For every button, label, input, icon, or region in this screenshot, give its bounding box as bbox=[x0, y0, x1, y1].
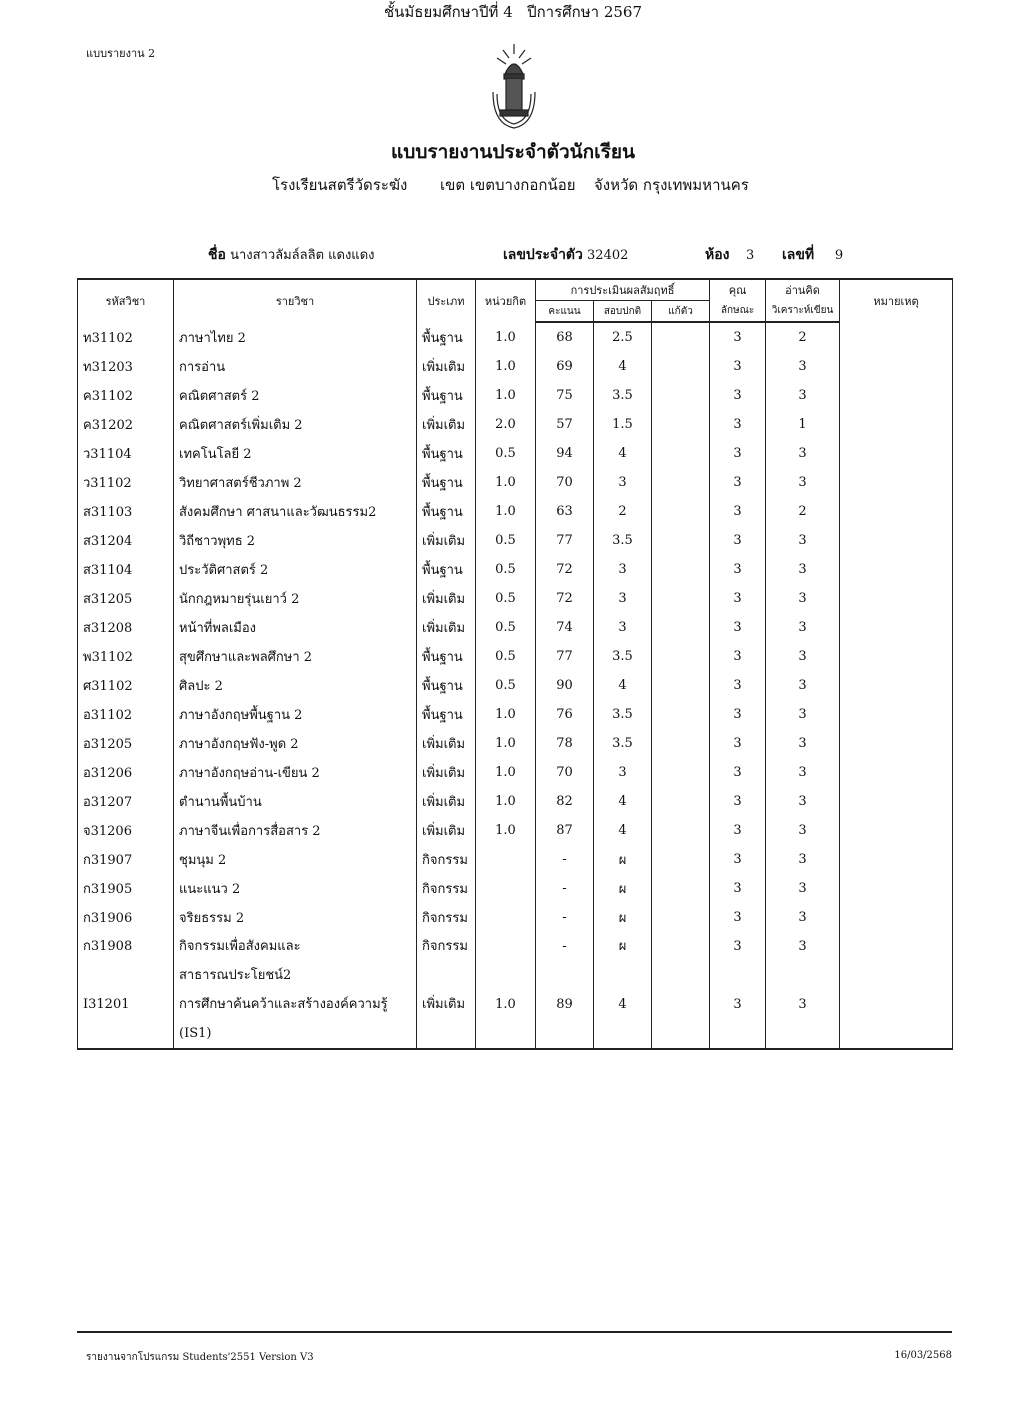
room-row bbox=[705, 244, 754, 266]
cell-code: ท31102 bbox=[78, 322, 174, 352]
cell-type: เพิ่มเติม bbox=[417, 816, 476, 845]
cell-subject: การศึกษาค้นคว้าและสร้างองค์ความรู้ (IS1) bbox=[174, 990, 417, 1049]
header-retest: แก้ตัว bbox=[652, 301, 710, 323]
cell-characteristics: 3 bbox=[710, 758, 766, 787]
table-row bbox=[78, 845, 953, 874]
table-row bbox=[78, 584, 953, 613]
cell-characteristics: 3 bbox=[710, 845, 766, 874]
district: เขต เขตบางกอกน้อย bbox=[440, 176, 576, 194]
province: จังหวัด กรุงเทพมหานคร bbox=[594, 176, 749, 194]
cell-retest bbox=[652, 410, 710, 439]
cell-credits: 1.0 bbox=[476, 497, 536, 526]
header-read-1: อ่านคิด bbox=[766, 279, 840, 301]
footer-divider bbox=[77, 1331, 952, 1333]
cell-code: อ31205 bbox=[78, 729, 174, 758]
cell-credits: 2.0 bbox=[476, 410, 536, 439]
cell-score: 78 bbox=[536, 729, 594, 758]
cell-credits: 0.5 bbox=[476, 584, 536, 613]
cell-score: 68 bbox=[536, 322, 594, 352]
cell-retest bbox=[652, 468, 710, 497]
cell-remark bbox=[840, 787, 953, 816]
header-char-1: คุณ bbox=[710, 279, 766, 301]
table-row bbox=[78, 671, 953, 700]
cell-subject: ภาษาอังกฤษพื้นฐาน 2 bbox=[174, 700, 417, 729]
table-row bbox=[78, 352, 953, 381]
cell-retest bbox=[652, 642, 710, 671]
cell-reading: 3 bbox=[766, 584, 840, 613]
cell-reading: 3 bbox=[766, 671, 840, 700]
cell-subject: สังคมศึกษา ศาสนาและวัฒนธรรม2 bbox=[174, 497, 417, 526]
cell-characteristics: 3 bbox=[710, 671, 766, 700]
cell-retest bbox=[652, 990, 710, 1049]
cell-reading: 3 bbox=[766, 700, 840, 729]
cell-retest bbox=[652, 700, 710, 729]
school-name: โรงเรียนสตรีวัดระฆัง bbox=[272, 176, 408, 194]
table-row bbox=[78, 381, 953, 410]
cell-type: กิจกรรม bbox=[417, 903, 476, 932]
cell-code: ค31202 bbox=[78, 410, 174, 439]
cell-characteristics: 3 bbox=[710, 352, 766, 381]
cell-grade: 3.5 bbox=[594, 700, 652, 729]
cell-type: เพิ่มเติม bbox=[417, 526, 476, 555]
cell-score: 90 bbox=[536, 671, 594, 700]
cell-remark bbox=[840, 526, 953, 555]
cell-characteristics: 3 bbox=[710, 642, 766, 671]
cell-retest bbox=[652, 758, 710, 787]
cell-subject: จริยธรรม 2 bbox=[174, 903, 417, 932]
cell-score: 70 bbox=[536, 758, 594, 787]
report-title: แบบรายงานประจำตัวนักเรียน bbox=[391, 141, 635, 163]
form-code: แบบรายงาน 2 bbox=[86, 47, 156, 60]
table-row bbox=[78, 642, 953, 671]
cell-code: ท31203 bbox=[78, 352, 174, 381]
header-grade: สอบปกติ bbox=[594, 301, 652, 323]
cell-type: เพิ่มเติม bbox=[417, 729, 476, 758]
cell-retest bbox=[652, 729, 710, 758]
cell-grade: 3.5 bbox=[594, 642, 652, 671]
cell-retest bbox=[652, 874, 710, 903]
cell-code: จ31206 bbox=[78, 816, 174, 845]
cell-remark bbox=[840, 932, 953, 990]
cell-subject: ภาษาอังกฤษอ่าน-เขียน 2 bbox=[174, 758, 417, 787]
cell-subject: สุขศึกษาและพลศึกษา 2 bbox=[174, 642, 417, 671]
cell-retest bbox=[652, 787, 710, 816]
cell-reading: 3 bbox=[766, 787, 840, 816]
cell-grade: ผ bbox=[594, 932, 652, 990]
cell-retest bbox=[652, 381, 710, 410]
cell-characteristics: 3 bbox=[710, 903, 766, 932]
cell-characteristics: 3 bbox=[710, 613, 766, 642]
cell-characteristics: 3 bbox=[710, 932, 766, 990]
cell-code: ว31104 bbox=[78, 439, 174, 468]
cell-subject: ศิลปะ 2 bbox=[174, 671, 417, 700]
cell-characteristics: 3 bbox=[710, 787, 766, 816]
cell-type: พื้นฐาน bbox=[417, 381, 476, 410]
cell-code: ค31102 bbox=[78, 381, 174, 410]
cell-credits: 1.0 bbox=[476, 700, 536, 729]
cell-credits: 0.5 bbox=[476, 613, 536, 642]
cell-reading: 3 bbox=[766, 816, 840, 845]
cell-subject: การอ่าน bbox=[174, 352, 417, 381]
cell-credits: 0.5 bbox=[476, 671, 536, 700]
cell-grade: 3.5 bbox=[594, 381, 652, 410]
cell-score: 57 bbox=[536, 410, 594, 439]
cell-code: อ31102 bbox=[78, 700, 174, 729]
cell-reading: 3 bbox=[766, 381, 840, 410]
header-code: รหัสวิชา bbox=[78, 279, 174, 322]
cell-subject: นักกฎหมายรุ่นเยาว์ 2 bbox=[174, 584, 417, 613]
cell-retest bbox=[652, 555, 710, 584]
cell-type: เพิ่มเติม bbox=[417, 410, 476, 439]
cell-characteristics: 3 bbox=[710, 555, 766, 584]
cell-type: พื้นฐาน bbox=[417, 642, 476, 671]
cell-credits bbox=[476, 903, 536, 932]
cell-retest bbox=[652, 613, 710, 642]
cell-credits bbox=[476, 932, 536, 990]
cell-type: เพิ่มเติม bbox=[417, 787, 476, 816]
cell-credits: 1.0 bbox=[476, 381, 536, 410]
cell-subject: ชุมนุม 2 bbox=[174, 845, 417, 874]
cell-retest bbox=[652, 584, 710, 613]
table-row bbox=[78, 787, 953, 816]
cell-reading: 2 bbox=[766, 497, 840, 526]
number-value: 9 bbox=[834, 248, 844, 263]
table-row bbox=[78, 990, 953, 1049]
cell-subject: วิทยาศาสตร์ชีวภาพ 2 bbox=[174, 468, 417, 497]
cell-characteristics: 3 bbox=[710, 584, 766, 613]
cell-characteristics: 3 bbox=[710, 381, 766, 410]
cell-remark bbox=[840, 700, 953, 729]
cell-code: ส31103 bbox=[78, 497, 174, 526]
cell-characteristics: 3 bbox=[710, 700, 766, 729]
table-row bbox=[78, 758, 953, 787]
table-row bbox=[78, 700, 953, 729]
grade-year-line bbox=[0, 0, 1026, 24]
header-subject: รายวิชา bbox=[174, 279, 417, 322]
grade-rows bbox=[78, 322, 953, 1049]
cell-credits: 0.5 bbox=[476, 642, 536, 671]
table-row bbox=[78, 322, 953, 352]
cell-reading: 3 bbox=[766, 526, 840, 555]
cell-subject: ประวัติศาสตร์ 2 bbox=[174, 555, 417, 584]
cell-score: - bbox=[536, 845, 594, 874]
cell-remark bbox=[840, 874, 953, 903]
cell-retest bbox=[652, 903, 710, 932]
cell-code: พ31102 bbox=[78, 642, 174, 671]
cell-grade: 3 bbox=[594, 584, 652, 613]
cell-credits: 1.0 bbox=[476, 729, 536, 758]
grades-table bbox=[77, 278, 953, 1050]
room-label: ห้อง bbox=[705, 247, 730, 263]
cell-grade: 2.5 bbox=[594, 322, 652, 352]
cell-remark bbox=[840, 410, 953, 439]
cell-remark bbox=[840, 758, 953, 787]
cell-score: 89 bbox=[536, 990, 594, 1049]
table-row bbox=[78, 932, 953, 990]
cell-subject: ตำนานพื้นบ้าน bbox=[174, 787, 417, 816]
cell-grade: 4 bbox=[594, 671, 652, 700]
cell-subject: คณิตศาสตร์เพิ่มเติม 2 bbox=[174, 410, 417, 439]
cell-reading: 3 bbox=[766, 729, 840, 758]
cell-reading: 3 bbox=[766, 352, 840, 381]
cell-retest bbox=[652, 439, 710, 468]
table-row bbox=[78, 555, 953, 584]
room-value: 3 bbox=[746, 248, 755, 263]
cell-characteristics: 3 bbox=[710, 439, 766, 468]
cell-grade: ผ bbox=[594, 845, 652, 874]
table-row bbox=[78, 729, 953, 758]
name-label: ชื่อ bbox=[208, 247, 226, 263]
cell-grade: 2 bbox=[594, 497, 652, 526]
cell-type: เพิ่มเติม bbox=[417, 990, 476, 1049]
cell-grade: 4 bbox=[594, 352, 652, 381]
header-read-2: วิเคราะห์เขียน bbox=[766, 301, 840, 323]
cell-reading: 3 bbox=[766, 990, 840, 1049]
cell-reading: 3 bbox=[766, 555, 840, 584]
table-row bbox=[78, 497, 953, 526]
cell-subject: ภาษาไทย 2 bbox=[174, 322, 417, 352]
header-char-2: ลักษณะ bbox=[710, 301, 766, 323]
cell-characteristics: 3 bbox=[710, 497, 766, 526]
cell-reading: 3 bbox=[766, 874, 840, 903]
cell-reading: 3 bbox=[766, 468, 840, 497]
cell-code: ส31208 bbox=[78, 613, 174, 642]
cell-characteristics: 3 bbox=[710, 729, 766, 758]
cell-subject: คณิตศาสตร์ 2 bbox=[174, 381, 417, 410]
cell-remark bbox=[840, 990, 953, 1049]
cell-type: พื้นฐาน bbox=[417, 439, 476, 468]
cell-remark bbox=[840, 439, 953, 468]
cell-type: พื้นฐาน bbox=[417, 555, 476, 584]
cell-code: ส31205 bbox=[78, 584, 174, 613]
cell-subject: กิจกรรมเพื่อสังคมและสาธารณประโยชน์2 bbox=[174, 932, 417, 990]
student-id: 32402 bbox=[587, 248, 629, 263]
cell-type: พื้นฐาน bbox=[417, 322, 476, 352]
cell-reading: 3 bbox=[766, 845, 840, 874]
cell-code: ศ31102 bbox=[78, 671, 174, 700]
cell-grade: 3 bbox=[594, 555, 652, 584]
grade-level: ชั้นมัธยมศึกษาปีที่ 4 bbox=[383, 3, 513, 21]
cell-remark bbox=[840, 352, 953, 381]
cell-grade: ผ bbox=[594, 874, 652, 903]
cell-type: เพิ่มเติม bbox=[417, 613, 476, 642]
cell-grade: 3 bbox=[594, 613, 652, 642]
header-assessment: การประเมินผลสัมฤทธิ์ bbox=[536, 279, 710, 301]
cell-retest bbox=[652, 497, 710, 526]
cell-credits: 1.0 bbox=[476, 816, 536, 845]
cell-credits bbox=[476, 845, 536, 874]
cell-retest bbox=[652, 816, 710, 845]
cell-score: - bbox=[536, 874, 594, 903]
cell-credits: 1.0 bbox=[476, 787, 536, 816]
cell-subject: เทคโนโลยี 2 bbox=[174, 439, 417, 468]
cell-subject: ภาษาอังกฤษฟัง-พูด 2 bbox=[174, 729, 417, 758]
cell-characteristics: 3 bbox=[710, 526, 766, 555]
cell-type: กิจกรรม bbox=[417, 874, 476, 903]
cell-subject: วิถีชาวพุทธ 2 bbox=[174, 526, 417, 555]
cell-score: 76 bbox=[536, 700, 594, 729]
cell-credits: 1.0 bbox=[476, 990, 536, 1049]
id-label: เลขประจำตัว bbox=[503, 247, 583, 263]
cell-score: 77 bbox=[536, 642, 594, 671]
cell-remark bbox=[840, 671, 953, 700]
cell-remark bbox=[840, 381, 953, 410]
cell-type: พื้นฐาน bbox=[417, 468, 476, 497]
cell-credits: 1.0 bbox=[476, 352, 536, 381]
cell-score: 75 bbox=[536, 381, 594, 410]
number-label: เลขที่ bbox=[782, 247, 815, 263]
cell-retest bbox=[652, 932, 710, 990]
table-row bbox=[78, 903, 953, 932]
cell-code: ก31905 bbox=[78, 874, 174, 903]
cell-credits bbox=[476, 874, 536, 903]
student-id-row bbox=[503, 244, 628, 266]
cell-remark bbox=[840, 497, 953, 526]
cell-type: กิจกรรม bbox=[417, 932, 476, 990]
cell-credits: 0.5 bbox=[476, 526, 536, 555]
cell-grade: 4 bbox=[594, 990, 652, 1049]
cell-score: 72 bbox=[536, 555, 594, 584]
cell-grade: 4 bbox=[594, 787, 652, 816]
cell-score: 63 bbox=[536, 497, 594, 526]
cell-characteristics: 3 bbox=[710, 322, 766, 352]
header-type: ประเภท bbox=[417, 279, 476, 322]
cell-code: ว31102 bbox=[78, 468, 174, 497]
cell-code: I31201 bbox=[78, 990, 174, 1049]
header-credits: หน่วยกิต bbox=[476, 279, 536, 322]
cell-grade: ผ bbox=[594, 903, 652, 932]
cell-characteristics: 3 bbox=[710, 990, 766, 1049]
cell-type: พื้นฐาน bbox=[417, 497, 476, 526]
cell-reading: 3 bbox=[766, 932, 840, 990]
cell-reading: 2 bbox=[766, 322, 840, 352]
cell-subject: แนะแนว 2 bbox=[174, 874, 417, 903]
cell-reading: 3 bbox=[766, 613, 840, 642]
student-name-row bbox=[208, 244, 374, 266]
school-crest-icon bbox=[487, 40, 541, 134]
header-remark: หมายเหตุ bbox=[840, 279, 953, 322]
cell-type: เพิ่มเติม bbox=[417, 352, 476, 381]
cell-characteristics: 3 bbox=[710, 410, 766, 439]
cell-code: อ31207 bbox=[78, 787, 174, 816]
cell-type: กิจกรรม bbox=[417, 845, 476, 874]
cell-code: ก31907 bbox=[78, 845, 174, 874]
cell-credits: 0.5 bbox=[476, 555, 536, 584]
cell-score: 72 bbox=[536, 584, 594, 613]
table-row bbox=[78, 439, 953, 468]
cell-score: - bbox=[536, 932, 594, 990]
cell-characteristics: 3 bbox=[710, 874, 766, 903]
student-name: นางสาวลัมล์ลลิต แดงแดง bbox=[230, 248, 375, 263]
header-score: คะแนน bbox=[536, 301, 594, 323]
cell-remark bbox=[840, 903, 953, 932]
cell-retest bbox=[652, 322, 710, 352]
cell-subject: หน้าที่พลเมือง bbox=[174, 613, 417, 642]
cell-score: 70 bbox=[536, 468, 594, 497]
cell-retest bbox=[652, 526, 710, 555]
footer-date: 16/03/2568 bbox=[894, 1350, 952, 1361]
cell-grade: 4 bbox=[594, 439, 652, 468]
table-row bbox=[78, 874, 953, 903]
cell-reading: 3 bbox=[766, 439, 840, 468]
cell-score: - bbox=[536, 903, 594, 932]
cell-reading: 1 bbox=[766, 410, 840, 439]
cell-remark bbox=[840, 468, 953, 497]
cell-credits: 1.0 bbox=[476, 758, 536, 787]
cell-type: เพิ่มเติม bbox=[417, 584, 476, 613]
cell-score: 94 bbox=[536, 439, 594, 468]
cell-grade: 3.5 bbox=[594, 729, 652, 758]
cell-grade: 4 bbox=[594, 816, 652, 845]
cell-code: ส31204 bbox=[78, 526, 174, 555]
cell-type: พื้นฐาน bbox=[417, 671, 476, 700]
table-row bbox=[78, 410, 953, 439]
cell-characteristics: 3 bbox=[710, 816, 766, 845]
number-row bbox=[782, 244, 843, 266]
cell-subject: ภาษาจีนเพื่อการสื่อสาร 2 bbox=[174, 816, 417, 845]
cell-credits: 1.0 bbox=[476, 322, 536, 352]
cell-score: 87 bbox=[536, 816, 594, 845]
cell-retest bbox=[652, 845, 710, 874]
cell-remark bbox=[840, 816, 953, 845]
cell-retest bbox=[652, 671, 710, 700]
cell-type: เพิ่มเติม bbox=[417, 758, 476, 787]
cell-remark bbox=[840, 555, 953, 584]
cell-code: ก31906 bbox=[78, 903, 174, 932]
table-row bbox=[78, 613, 953, 642]
cell-remark bbox=[840, 322, 953, 352]
cell-grade: 1.5 bbox=[594, 410, 652, 439]
cell-reading: 3 bbox=[766, 903, 840, 932]
cell-remark bbox=[840, 642, 953, 671]
cell-characteristics: 3 bbox=[710, 468, 766, 497]
cell-type: พื้นฐาน bbox=[417, 700, 476, 729]
cell-reading: 3 bbox=[766, 642, 840, 671]
cell-remark bbox=[840, 729, 953, 758]
cell-grade: 3.5 bbox=[594, 526, 652, 555]
cell-grade: 3 bbox=[594, 468, 652, 497]
table-row bbox=[78, 468, 953, 497]
cell-score: 77 bbox=[536, 526, 594, 555]
academic-year: ปีการศึกษา 2567 bbox=[527, 3, 643, 21]
cell-code: ก31908 bbox=[78, 932, 174, 990]
cell-remark bbox=[840, 584, 953, 613]
table-row bbox=[78, 816, 953, 845]
table-row bbox=[78, 526, 953, 555]
footer-source: รายงานจากโปรแกรม Students'2551 Version V3 bbox=[86, 1352, 314, 1363]
cell-score: 69 bbox=[536, 352, 594, 381]
cell-credits: 0.5 bbox=[476, 439, 536, 468]
cell-score: 82 bbox=[536, 787, 594, 816]
cell-remark bbox=[840, 845, 953, 874]
cell-credits: 1.0 bbox=[476, 468, 536, 497]
cell-remark bbox=[840, 613, 953, 642]
cell-retest bbox=[652, 352, 710, 381]
cell-reading: 3 bbox=[766, 758, 840, 787]
cell-grade: 3 bbox=[594, 758, 652, 787]
cell-score: 74 bbox=[536, 613, 594, 642]
cell-code: ส31104 bbox=[78, 555, 174, 584]
cell-code: อ31206 bbox=[78, 758, 174, 787]
